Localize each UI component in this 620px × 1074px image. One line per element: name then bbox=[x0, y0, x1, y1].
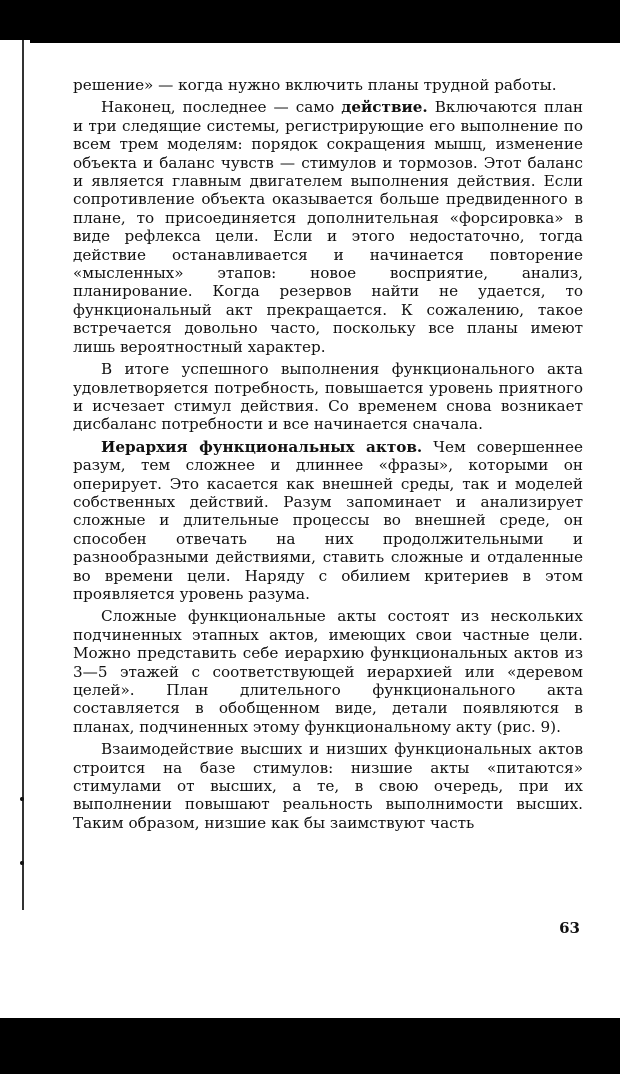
paragraph-1-text: решение» — когда нужно включить планы трудной работы. bbox=[73, 76, 557, 94]
scan-speck bbox=[20, 861, 24, 865]
paragraph-4 bbox=[73, 438, 583, 604]
page-number: 63 bbox=[559, 919, 580, 937]
paragraph-6 bbox=[73, 740, 583, 832]
scan-speck bbox=[20, 797, 24, 801]
paragraph-2-post: Включаются план и три следящие системы, регистрирующие его выполнение по всем трем моделям: порядок сокращения мышц, изменение объекта и баланс чувств — стимулов и тормозов. Этот баланс и является главным двигателем выполнения действия. Если сопротивление объекта оказывается больше предвиденного в плане, то присоединяется дополнительная «форсировка» в виде рефлекса цели. Если и этого недостаточно, тогда действие останавливается и начинается повторение «мысленных» этапов: новое восприятие, анализ, планирование. Когда резервов найти не удается, то функциональный акт прекращается. К сожалению, такое встречается довольно часто, поскольку все планы имеют лишь вероятностный характер. bbox=[73, 98, 584, 356]
scan-left-edge bbox=[22, 40, 24, 910]
section-heading-hierarchy: Иерархия функциональных актов. bbox=[101, 437, 423, 456]
paragraph-5 bbox=[73, 607, 583, 736]
paragraph-2-bold-term: действие. bbox=[341, 98, 428, 117]
paragraph-3-text: В итоге успешного выполнения функционального акта удовлетворяется потребность, повышается уровень приятного и исчезает стимул действия. Со временем снова возникает дисбаланс потребности и все начинается сначала. bbox=[73, 360, 583, 434]
paragraph-2 bbox=[73, 98, 583, 356]
scan-top-border bbox=[0, 0, 620, 40]
page-body-text bbox=[73, 76, 583, 836]
paragraph-2-pre: Наконец, последнее — само bbox=[101, 98, 342, 117]
paragraph-3 bbox=[73, 360, 583, 434]
paragraph-5-text: Сложные функциональные акты состоят из нескольких подчиненных этапных актов, имеющих свои частные цели. Можно представить себе иерархию функциональных актов из 3—5 этажей с соответствующей иерархией или «деревом целей». План длительного функционального акта составляется в обобщенном виде, детали появляются в планах, подчиненных этому функциональному акту (рис. 9). bbox=[73, 607, 583, 736]
paragraph-1 bbox=[73, 76, 583, 94]
scan-top-border-edge bbox=[30, 40, 620, 43]
scan-bottom-border bbox=[0, 1018, 620, 1074]
paragraph-4-text: Чем совершеннее разум, тем сложнее и длиннее «фразы», которыми он оперирует. Это касается как внешней среды, так и моделей собственных действий. Разум запоминает и анализирует сложные и длительные процессы во внешней среде, он способен отвечать на них продолжительными и разнообразными действиями, ставить сложные и отдаленные во времени цели. Наряду с обилием критериев в этом проявляется уровень разума. bbox=[73, 437, 583, 603]
paragraph-6-text: Взаимодействие высших и низших функциональных актов строится на базе стимулов: низшие акты «питаются» стимулами от высших, а те, в свою очередь, при их выполнении повышают реальность выполнимости высших. Таким образом, низшие как бы заимствуют часть bbox=[73, 740, 583, 832]
